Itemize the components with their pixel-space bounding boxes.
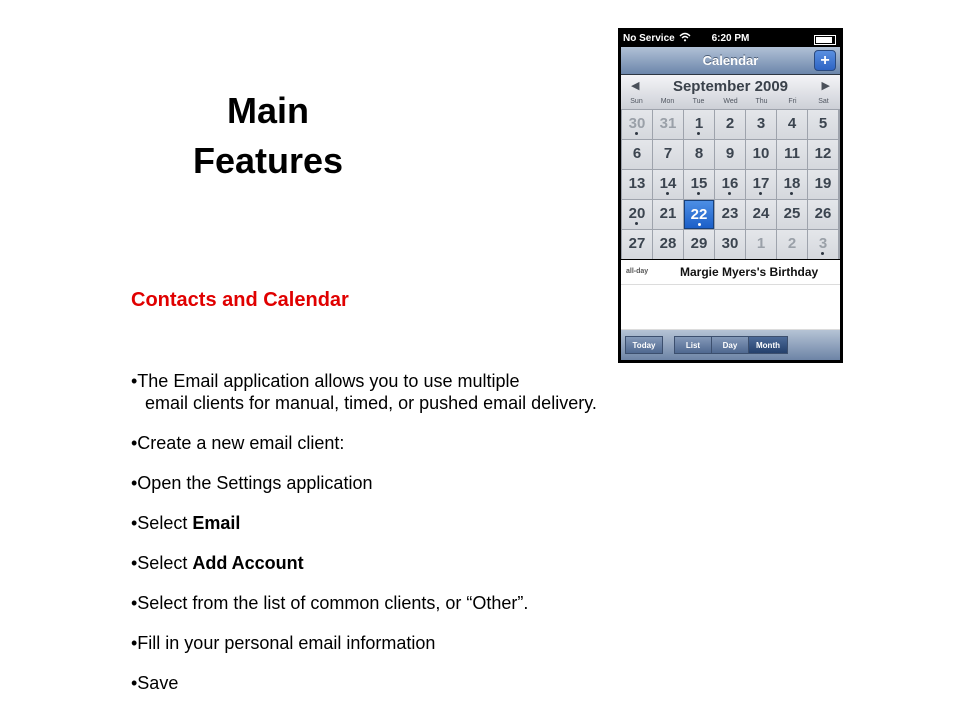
weekday-label: Sat	[818, 98, 829, 105]
phone-screenshot	[618, 28, 843, 363]
calendar-day-number: 5	[818, 115, 828, 132]
calendar-day[interactable]	[746, 230, 776, 259]
event-dot-icon	[697, 192, 700, 195]
slide-title-line1: Main	[226, 90, 309, 131]
calendar-day-number: 23	[721, 205, 739, 222]
bullet-prefix: •Select	[131, 513, 193, 533]
calendar-day-selected[interactable]	[684, 200, 714, 229]
bullet-item: •Select from the list of common clients, or “Other”.	[131, 593, 529, 613]
calendar-day-number: 17	[752, 175, 770, 192]
calendar-day[interactable]	[808, 170, 838, 199]
bullet-item	[131, 552, 304, 574]
event-dot-icon	[697, 132, 700, 135]
section-heading: Contacts and Calendar	[131, 289, 349, 311]
weekday-label: Mon	[660, 98, 675, 105]
today-button[interactable]: Today	[625, 336, 663, 354]
calendar-day[interactable]	[684, 170, 714, 199]
calendar-day[interactable]	[622, 200, 652, 229]
calendar-day-number: 4	[787, 115, 797, 132]
weekday-label: Fri	[788, 98, 797, 105]
day-view-button[interactable]: Day	[711, 336, 749, 354]
event-dot-icon	[635, 132, 638, 135]
calendar-day-number: 2	[725, 115, 735, 132]
event-title: Margie Myers's Birthday	[680, 265, 819, 279]
calendar-day-number: 27	[628, 235, 646, 252]
calendar-day[interactable]	[715, 230, 745, 259]
bullet-item: •Fill in your personal email information	[131, 633, 436, 653]
calendar-day[interactable]	[808, 200, 838, 229]
event-dot-icon	[728, 192, 731, 195]
weekday-label: Sun	[630, 98, 643, 105]
bottom-toolbar	[621, 330, 840, 360]
calendar-navbar	[621, 47, 840, 75]
calendar-day[interactable]	[684, 140, 714, 169]
bullet-text-continued: email clients for manual, timed, or pushed email delivery.	[145, 393, 597, 413]
bullet-item: •Create a new email client:	[131, 433, 345, 453]
event-dot-icon	[821, 252, 824, 255]
calendar-day[interactable]	[777, 140, 807, 169]
calendar-day-number: 20	[628, 205, 646, 222]
calendar-day[interactable]	[715, 200, 745, 229]
bullet-bold: Add Account	[192, 553, 304, 573]
event-dot-icon	[759, 192, 762, 195]
calendar-day-number: 14	[659, 175, 677, 192]
calendar-day[interactable]	[684, 110, 714, 139]
calendar-day-number: 24	[752, 205, 770, 222]
calendar-day[interactable]	[746, 140, 776, 169]
slide-title	[150, 86, 386, 186]
list-view-button[interactable]: List	[674, 336, 712, 354]
battery-icon	[814, 35, 836, 45]
calendar-day[interactable]	[684, 230, 714, 259]
previous-month-icon[interactable]: ◀	[631, 80, 640, 92]
weekday-label: Wed	[723, 98, 738, 105]
calendar-day[interactable]	[715, 140, 745, 169]
weekday-label: Tue	[692, 98, 705, 105]
calendar-day-number: 3	[756, 115, 766, 132]
calendar-day-number: 30	[628, 115, 646, 132]
empty-event-row	[621, 285, 840, 330]
bullet-item: •Open the Settings application	[131, 473, 373, 493]
calendar-day-number: 18	[783, 175, 801, 192]
bullet-item	[131, 370, 597, 414]
calendar-day[interactable]	[653, 230, 683, 259]
calendar-day-number: 6	[632, 145, 642, 162]
calendar-day-number: 1	[694, 115, 704, 132]
calendar-day[interactable]	[622, 140, 652, 169]
calendar-day[interactable]	[653, 170, 683, 199]
event-dot-icon	[698, 223, 701, 226]
calendar-day-number: 28	[659, 235, 677, 252]
calendar-day[interactable]	[653, 140, 683, 169]
calendar-day-number: 16	[721, 175, 739, 192]
calendar-day-number: 21	[659, 205, 677, 222]
calendar-day-number: 25	[783, 205, 801, 222]
slide-title-line2: Features	[192, 140, 344, 181]
calendar-day[interactable]	[808, 110, 838, 139]
calendar-day-number: 11	[784, 145, 800, 162]
calendar-day[interactable]	[777, 170, 807, 199]
calendar-day-number: 3	[818, 235, 828, 252]
calendar-day-number: 7	[663, 145, 673, 162]
calendar-day-number: 8	[694, 145, 704, 162]
calendar-day-number: 15	[690, 175, 708, 192]
calendar-day[interactable]	[777, 230, 807, 259]
event-dot-icon	[790, 192, 793, 195]
event-dot-icon	[635, 222, 638, 225]
calendar-day-number: 29	[690, 235, 708, 252]
bullet-bold: Email	[192, 513, 241, 533]
bullet-item	[131, 512, 240, 534]
calendar-day[interactable]	[746, 110, 776, 139]
calendar-day-number: 26	[814, 205, 832, 222]
bullet-item: •Save	[131, 673, 179, 693]
calendar-day-number: 1	[756, 235, 766, 252]
calendar-day-number: 10	[752, 145, 770, 162]
calendar-day[interactable]	[777, 110, 807, 139]
calendar-day[interactable]	[777, 200, 807, 229]
carrier-label: No Service	[623, 33, 675, 44]
event-row[interactable]	[621, 260, 840, 285]
calendar-day-number: 19	[814, 175, 832, 192]
status-bar	[621, 31, 840, 47]
navbar-title: Calendar	[702, 53, 759, 68]
calendar-day[interactable]	[622, 170, 652, 199]
calendar-day[interactable]	[808, 140, 838, 169]
month-header	[621, 75, 840, 109]
calendar-day-number: 31	[659, 115, 677, 132]
calendar-day[interactable]	[715, 170, 745, 199]
calendar-day[interactable]	[808, 230, 838, 259]
add-event-button[interactable]: +	[814, 50, 836, 71]
calendar-day-number: 13	[628, 175, 646, 192]
calendar-day-number: 2	[787, 235, 797, 252]
next-month-icon[interactable]: ▶	[821, 80, 830, 92]
event-list	[621, 260, 840, 330]
calendar-day[interactable]	[653, 200, 683, 229]
event-dot-icon	[666, 192, 669, 195]
calendar-day[interactable]	[746, 170, 776, 199]
month-view-button[interactable]: Month	[748, 336, 788, 354]
calendar-grid	[621, 109, 840, 259]
calendar-day[interactable]	[746, 200, 776, 229]
calendar-day[interactable]	[715, 110, 745, 139]
calendar-day[interactable]	[653, 110, 683, 139]
month-title: September 2009	[672, 78, 789, 95]
weekday-label: Thu	[755, 98, 768, 105]
calendar-day-number: 12	[814, 145, 832, 162]
status-time: 6:20 PM	[711, 33, 750, 44]
event-time-label: all-day	[626, 268, 649, 275]
bullet-text: •The Email application allows you to use multiple	[131, 371, 520, 391]
calendar-day-number: 22	[690, 206, 708, 223]
calendar-day-number: 30	[721, 235, 739, 252]
bullet-prefix: •Select	[131, 553, 193, 573]
calendar-day[interactable]	[622, 110, 652, 139]
calendar-day-number: 9	[725, 145, 735, 162]
calendar-day[interactable]	[622, 230, 652, 259]
